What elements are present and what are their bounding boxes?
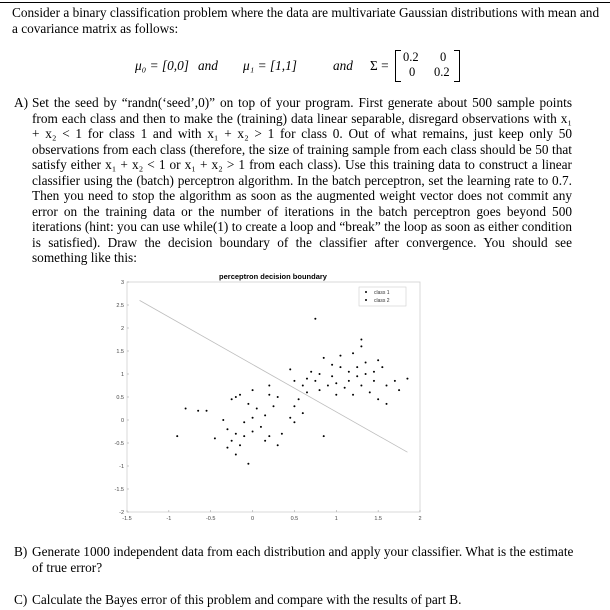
class-1-point — [231, 440, 233, 442]
class-2-point — [360, 339, 362, 341]
class-2-point — [360, 345, 362, 347]
class-1-point — [185, 408, 187, 410]
mu0-text: μ₀ = [0,0] — [135, 58, 189, 73]
y-tick-label: -1 — [119, 464, 124, 470]
matrix-cell: 0 — [440, 50, 447, 64]
chart-title: perceptron decision boundary — [219, 272, 327, 281]
class-1-point — [302, 412, 304, 414]
class-1-point — [197, 410, 199, 412]
class-2-point — [377, 359, 379, 361]
class-1-point — [256, 408, 258, 410]
and-text-1: and — [198, 58, 218, 73]
y-tick-label: -1.5 — [114, 487, 124, 493]
class-2-point — [331, 375, 333, 377]
class-1-point — [252, 389, 254, 391]
class-2-point — [394, 380, 396, 382]
mu1-text: μ₁ = [1,1] — [243, 58, 297, 73]
part-b-text: Generate 1000 independent data from each distribution and apply your classifier. What is the estimate of true error? — [32, 544, 574, 575]
class-2-point — [352, 394, 354, 396]
legend-label-class-2: class 2 — [374, 298, 390, 304]
y-tick-label: 0.5 — [116, 395, 124, 401]
class-1-point — [293, 421, 295, 423]
class-1-point — [235, 433, 237, 435]
class-2-point — [369, 391, 371, 393]
class-2-point — [306, 378, 308, 380]
class-1-point — [306, 391, 308, 393]
class-1-point — [298, 398, 300, 400]
class-2-point — [348, 380, 350, 382]
class-1-point — [323, 435, 325, 437]
class-2-point — [406, 378, 408, 380]
y-tick-label: 2.5 — [116, 303, 124, 309]
class-2-point — [356, 366, 358, 368]
class-2-point — [339, 355, 341, 357]
class-2-point — [310, 371, 312, 373]
class-1-point — [289, 417, 291, 419]
class-1-point — [243, 421, 245, 423]
y-tick-label: 1.5 — [116, 349, 124, 355]
class-1-point — [247, 403, 249, 405]
perceptron-chart — [110, 270, 425, 522]
plot-frame — [127, 282, 420, 512]
x-tick-label: 1 — [334, 516, 338, 522]
class-2-point — [289, 368, 291, 370]
matrix-cell: 0.2 — [403, 50, 419, 64]
class-2-point — [365, 362, 367, 364]
legend — [359, 287, 406, 306]
class-2-point — [335, 394, 337, 396]
part-a-label: A) — [14, 95, 29, 110]
class-2-point — [335, 382, 337, 384]
class-1-point — [273, 405, 275, 407]
class-2-point — [348, 371, 350, 373]
matrix-cell: 0 — [409, 65, 416, 79]
class-1-point — [293, 405, 295, 407]
class-2-point — [314, 380, 316, 382]
y-tick-label: -2 — [119, 510, 124, 516]
class-2-point — [360, 385, 362, 387]
y-tick-label: 0 — [120, 418, 124, 424]
class-2-point — [293, 380, 295, 382]
class-1-point — [277, 444, 279, 446]
y-tick-label: -0.5 — [114, 441, 124, 447]
class-1-point — [235, 396, 237, 398]
class-1-point — [264, 440, 266, 442]
class-1-point — [231, 398, 233, 400]
class-1-point — [243, 435, 245, 437]
decision-boundary-line — [140, 300, 408, 452]
class-2-point — [386, 385, 388, 387]
class-2-point — [327, 385, 329, 387]
part-c-label: C) — [14, 592, 28, 607]
x-tick-label: 0 — [251, 516, 255, 522]
part-c — [14, 592, 577, 608]
class-1-point — [252, 431, 254, 433]
class-1-point — [239, 444, 241, 446]
y-tick-label: 1 — [120, 372, 124, 378]
class-2-point — [356, 375, 358, 377]
class-2-point — [381, 366, 383, 368]
class-2-point — [398, 389, 400, 391]
part-a-text: Set the seed by “randn(‘seed’,0)” on top of your program. First generate about 500 sample points from each class and then to make the (training) data linear separable, disregard observations with x₁ + x₂ < 1 for class 1 and with x₁ + x₂ > 1 for class 0. Out of what remains, just keep only 50 observations from each class (therefore, the size of training sample from each class should be 50 that satisfy either x₁ + x₂ < 1 or x₁ + x₂ > 1 from each class). Use this training data to construct a linear classifier using the (batch) perceptron algorithm. In the batch perceptron, set the learning rate to 0.7. Then you need to stop the algorithm as soon as the augmented weight vector does not commit any error on the training data or the number of iterations in the batch perceptron goes beyond 500 iterations (hint: you can use while(1) to create a loop and “break” the loop as soon as either condition is satisfied). Draw the decision boundary of the classifier after convergence. You should see something like this: — [32, 95, 572, 265]
x-tick-label: -0.5 — [205, 516, 216, 522]
class-2-point — [323, 357, 325, 359]
y-tick-label: 3 — [120, 280, 124, 286]
class-1-point — [252, 417, 254, 419]
class-1-point — [268, 394, 270, 396]
top-rule — [0, 2, 610, 3]
y-tick-label: 2 — [120, 326, 124, 332]
part-a — [14, 95, 572, 266]
class-1-point — [222, 419, 224, 421]
class-2-point — [373, 380, 375, 382]
legend-marker — [365, 291, 367, 293]
class-1-point — [226, 428, 228, 430]
class-2-point — [331, 364, 333, 366]
class-1-point — [268, 385, 270, 387]
class-1-point — [268, 435, 270, 437]
class-1-point — [214, 437, 216, 439]
intro-paragraph: Consider a binary classification problem where the data are multivariate Gaussian distributions with mean and a covariance matrix as follows: — [12, 5, 600, 36]
class-2-point — [339, 366, 341, 368]
x-tick-label: -1 — [166, 516, 172, 522]
class-2-point — [302, 385, 304, 387]
legend-label-class-1: class 1 — [374, 290, 390, 296]
class-1-point — [206, 410, 208, 412]
matrix-cell: 0.2 — [434, 65, 450, 79]
class-2-point — [386, 403, 388, 405]
class-2-point — [344, 387, 346, 389]
class-2-point — [314, 318, 316, 320]
class-1-point — [235, 454, 237, 456]
x-tick-label: 0.5 — [290, 516, 299, 522]
x-tick-label: 2 — [418, 516, 422, 522]
part-b — [14, 544, 577, 576]
part-c-text: Calculate the Bayes error of this problem and compare with the results of part B. — [32, 592, 462, 607]
legend-marker — [365, 299, 367, 301]
and-text-2: and — [333, 58, 353, 73]
class-1-point — [176, 435, 178, 437]
class-1-point — [260, 426, 262, 428]
class-2-point — [352, 352, 354, 354]
class-1-point — [247, 463, 249, 465]
distribution-equation — [0, 48, 610, 88]
part-b-label: B) — [14, 544, 28, 559]
covariance-matrix — [395, 50, 460, 82]
sigma-text: Σ = — [370, 58, 389, 73]
x-tick-label: -1.5 — [122, 516, 132, 522]
class-2-point — [319, 389, 321, 391]
class-2-point — [373, 371, 375, 373]
class-2-point — [319, 373, 321, 375]
class-1-point — [277, 396, 279, 398]
x-tick-label: 1.5 — [374, 516, 382, 522]
class-1-point — [226, 447, 228, 449]
class-2-point — [377, 398, 379, 400]
class-2-point — [365, 373, 367, 375]
class-1-point — [264, 414, 266, 416]
class-1-point — [281, 433, 283, 435]
class-1-point — [239, 394, 241, 396]
